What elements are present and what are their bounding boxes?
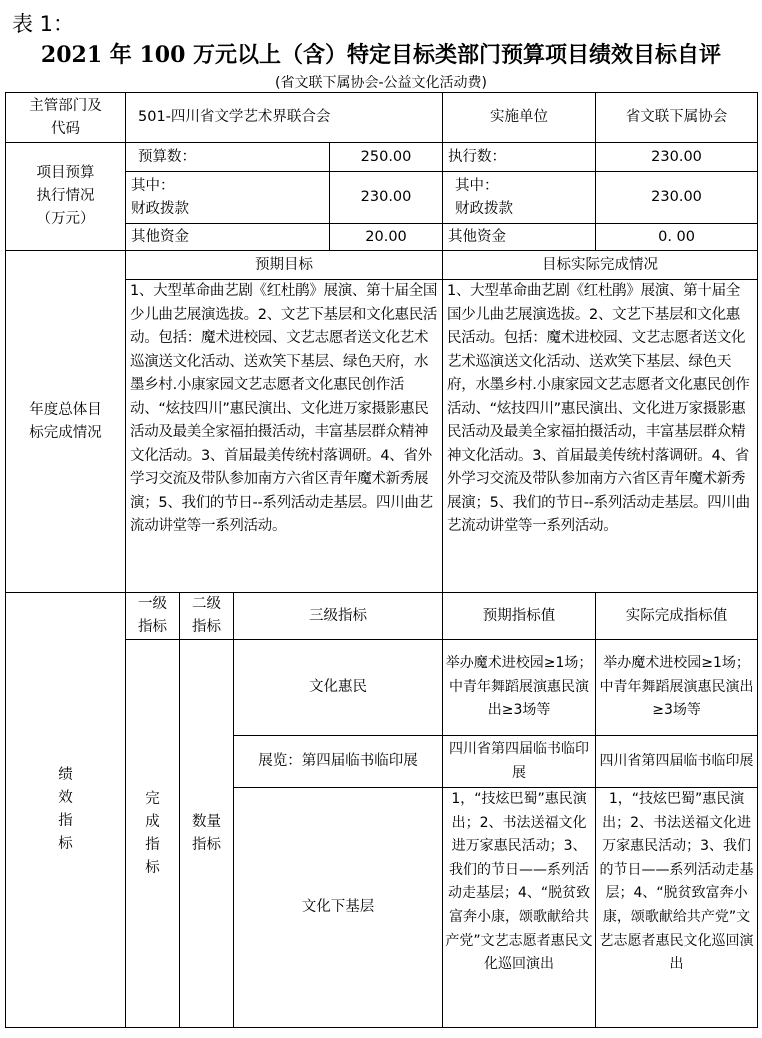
fiscal-label-left: 其中： 财政拨款 (126, 172, 330, 224)
actual-goal-header: 目标实际完成情况 (443, 251, 758, 280)
fiscal-value-left: 230.00 (330, 172, 443, 224)
impl-unit-label: 实施单位 (443, 93, 596, 143)
indicator-expected: 举办魔术进校园≥1场；中青年舞蹈展演惠民演出≥3场等 (443, 640, 596, 736)
indicator-actual: 1，“技炫巴蜀”惠民演出；2、书法送福文化进万家惠民活动；3、我们的节日——系列活动走基层；4、“脱贫致富奔小康，颂歌献给共产党”文艺志愿者惠民文化巡回演出 (596, 788, 758, 1028)
indicator-name: 文化惠民 (234, 640, 443, 736)
actual-goal-text: 1、大型革命曲艺剧《红杜鹃》展演、第十届全国少儿曲艺展演选拔。2、文艺下基层和文化惠民活动。包括：魔术进校园、文艺志愿者送文化艺术巡演送文化活动、送欢笑下基层、绿色天府，水墨乡村.小康家园文艺志愿者文化惠民创作活动、“炫技四川”惠民演出、文化进万家摄影惠民活动及最美全家福拍摄活动，丰富基层群众精神文化活动。3、首届最美传统村落调研。4、省外学习交流及带队参加南方六省区青年魔术新秀展演；5、我们的节日--系列活动走基层。四川曲艺流动讲堂等一系列活动。 (443, 280, 758, 593)
other-funds-label-left: 其他资金 (126, 224, 330, 251)
expected-goal-header: 预期目标 (126, 251, 443, 280)
expected-goal-text: 1、大型革命曲艺剧《红杜鹃》展演、第十届全国少儿曲艺展演选拔。2、文艺下基层和文化惠民活动。包括：魔术进校园、文艺志愿者送文化艺术巡演送文化活动、送欢笑下基层、绿色天府，水墨乡村.小康家园文艺志愿者文化惠民创作活动、“炫技四川”惠民演出、文化进万家摄影惠民活动及最美全家福拍摄活动，丰富基层群众精神文化活动。3、首届最美传统村落调研。4、省外学习交流及带队参加南方六省区青年魔术新秀展演；5、我们的节日--系列活动走基层。四川曲艺流动讲堂等一系列活动。 (126, 280, 443, 593)
budget-label: 项目预算 执行情况 （万元） (6, 143, 126, 251)
level1-completion: 完 成 指 标 (126, 640, 180, 1028)
level2-header: 二级 指标 (180, 593, 234, 640)
indicator-actual: 四川省第四届临书临印展 (596, 736, 758, 788)
exec-amount-value: 230.00 (596, 143, 758, 172)
dept-label: 主管部门及 代码 (6, 93, 126, 143)
document-subtitle: (省文联下属协会-公益文化活动费) (275, 75, 487, 91)
impl-unit-value: 省文联下属协会 (596, 93, 758, 143)
document-title: 2021 年 100 万元以上（含）特定目标类部门预算项目绩效目标自评 (40, 42, 722, 68)
budget-amount-label: 预算数： (126, 143, 330, 172)
fiscal-label-right: 其中： 财政拨款 (443, 172, 596, 224)
other-funds-value-left: 20.00 (330, 224, 443, 251)
expected-value-header: 预期指标值 (443, 593, 596, 640)
budget-amount-value: 250.00 (330, 143, 443, 172)
performance-indicators-label: 绩 效 指 标 (6, 593, 126, 1028)
other-funds-value-right: 0. 00 (596, 224, 758, 251)
exec-amount-label: 执行数： (443, 143, 596, 172)
indicator-expected: 四川省第四届临书临印展 (443, 736, 596, 788)
dept-value: 501-四川省文学艺术界联合会 (126, 93, 443, 143)
indicator-expected: 1，“技炫巴蜀”惠民演出；2、书法送福文化进万家惠民活动；3、我们的节日——系列活动走基层；4、“脱贫致富奔小康，颂歌献给共产党”文艺志愿者惠民文化巡回演出 (443, 788, 596, 1028)
indicator-name: 展览：第四届临书临印展 (234, 736, 443, 788)
other-funds-label-right: 其他资金 (443, 224, 596, 251)
level2-quantity: 数量 指标 (180, 640, 234, 1028)
performance-table (5, 92, 758, 1028)
actual-value-header: 实际完成指标值 (596, 593, 758, 640)
fiscal-value-right: 230.00 (596, 172, 758, 224)
level1-header: 一级 指标 (126, 593, 180, 640)
level3-header: 三级指标 (234, 593, 443, 640)
indicator-name: 文化下基层 (234, 788, 443, 1028)
table-number: 表 1： (12, 12, 75, 36)
goals-label: 年度总体目 标完成情况 (6, 251, 126, 593)
indicator-actual: 举办魔术进校园≥1场；中青年舞蹈展演惠民演出≥3场等 (596, 640, 758, 736)
